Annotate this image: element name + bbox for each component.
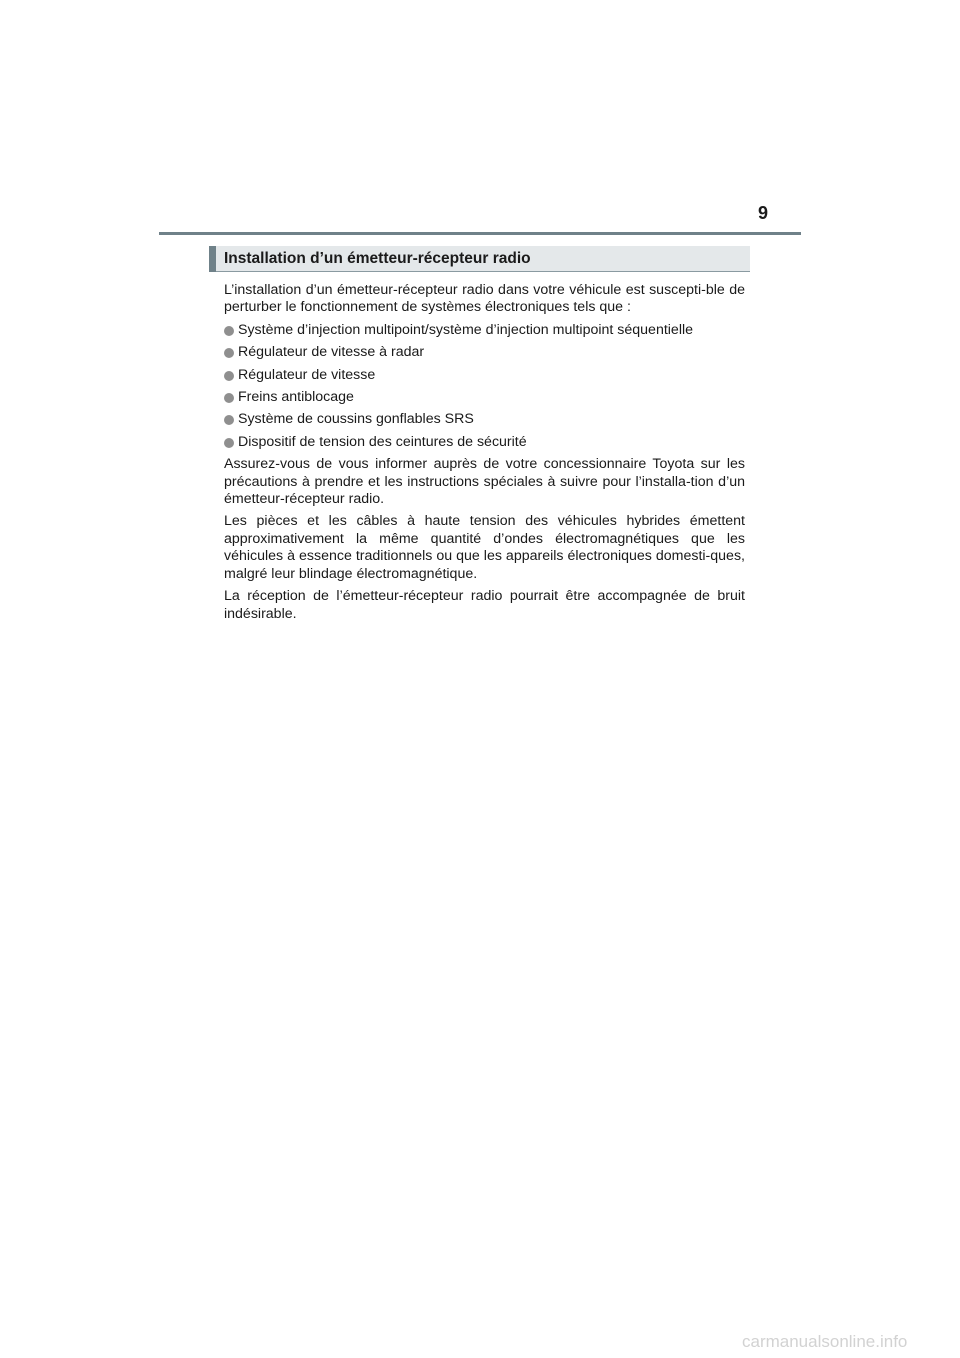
dealer-paragraph: Assurez-vous de vous informer auprès de votre concessionnaire Toyota sur les précautions à prendre et les instructions spéciales à suivre pour l’installa-tion d’un émetteur-récepteur radio. <box>224 456 745 508</box>
page-number: 9 <box>757 203 768 223</box>
bullet-icon <box>224 393 234 403</box>
noise-paragraph: La réception de l’émetteur-récepteur radio pourrait être accompagnée de bruit indésirable. <box>224 588 745 622</box>
list-item-text: Dispositif de tension des ceintures de sécurité <box>238 433 527 450</box>
intro-paragraph: L’installation d’un émetteur-récepteur radio dans votre véhicule est suscepti-ble de perturber le fonctionnement de systèmes électroniques tels que : <box>224 282 745 316</box>
list-item <box>224 389 745 406</box>
hybrid-paragraph: Les pièces et les câbles à haute tension des véhicules hybrides émettent approximativement la même quantité d’ondes électromagnétiques que les véhicules à essence traditionnels ou que les appareils électroniques domesti-ques, malgré leur blindage électromagnétique. <box>224 513 745 582</box>
list-item <box>224 434 745 451</box>
bullet-icon <box>224 415 234 425</box>
bullet-list <box>224 322 745 451</box>
section-body <box>224 282 745 628</box>
list-item-text: Régulateur de vitesse à radar <box>238 344 425 361</box>
list-item-text: Système d’injection multipoint/système d’injection multipoint séquentielle <box>238 321 694 338</box>
bullet-icon <box>224 371 234 381</box>
list-item <box>224 322 745 339</box>
section-title: Installation d’un émetteur-récepteur radio <box>224 250 531 267</box>
bullet-icon <box>224 326 234 336</box>
heading-accent-bar <box>209 246 216 272</box>
bullet-icon <box>224 438 234 448</box>
list-item <box>224 344 745 361</box>
list-item-text: Freins antiblocage <box>238 389 354 406</box>
list-item <box>224 411 745 428</box>
section-heading <box>209 246 750 272</box>
watermark: carmanualsonline.info <box>742 1332 908 1351</box>
bullet-icon <box>224 348 234 358</box>
header-rule <box>159 232 801 235</box>
list-item-text: Système de coussins gonflables SRS <box>238 411 474 428</box>
list-item <box>224 367 745 384</box>
list-item-text: Régulateur de vitesse <box>238 366 376 383</box>
